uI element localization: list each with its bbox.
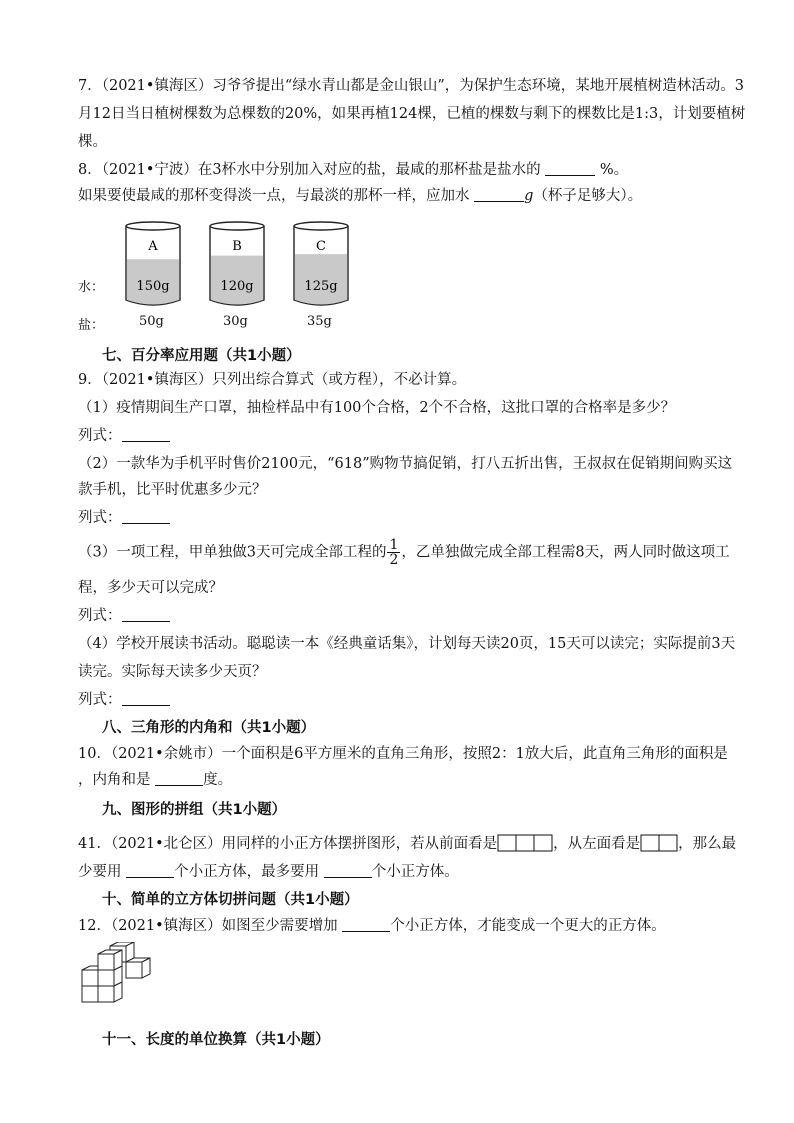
section-10-title: 十、简单的立方体切拼问题（共1小题） [102,892,359,908]
formula3-blank[interactable] [122,606,170,622]
cup-letter: B [232,239,242,254]
front-view-three-squares-icon [497,834,553,852]
q7-line3: 棵。 [78,134,107,150]
cups-figure [78,214,378,334]
q11-line2 [78,862,459,882]
q9-formula3 [78,606,170,626]
q8-text-d: （杯子足够大）。 [533,188,643,204]
section-11-title: 十一、长度的单位换算（共1小题） [102,1032,330,1048]
cup-water-amount: 150g [136,279,170,294]
q9-part4b: 读完。实际每天读多少天页？ [78,664,267,680]
q9-part2b: 款手机，比平时优惠多少元？ [78,482,267,498]
q9-part3a [78,538,730,567]
q10-text-b: 度。 [203,772,233,788]
q9-formula4 [78,690,170,710]
q8-blank-water[interactable] [474,186,524,202]
q11-text-c: ，那么最 [678,836,737,852]
q9-part3-text-a: （3）一项工程，甲单独做3天可完成全部工程的 [78,544,387,561]
q9-part3c: 程，多少天可以完成？ [78,580,223,596]
q9-part1: （1）疫情期间生产口罩，抽检样品中有100个合格，2个不合格，这批口罩的合格率是多少？ [78,400,676,416]
q9-intro: 9．（2021•镇海区）只列出综合算式（或方程），不必计算。 [78,372,467,388]
q12-text-a: 12．（2021•镇海区）如图至少需要增加 [78,918,338,934]
q8-line2 [78,186,642,206]
q10-line1: 10．（2021•余姚市）一个面积是6平方厘米的直角三角形，按照2：1放大后，此直角三角形的面积是 [78,746,728,762]
section-8-title: 八、三角形的内角和（共1小题） [102,720,316,736]
cup-water-amount: 125g [304,279,338,294]
formula1-blank[interactable] [122,426,170,442]
cup-letter: C [316,239,326,254]
q11-text-e: 个小正方体，最多要用 [174,864,320,880]
q11-text-b: ，从左面看是 [553,836,641,852]
cup-letter: A [148,239,158,254]
water-label: 水： [78,280,105,295]
q11-line1 [78,834,736,854]
q8-unit: g [524,188,534,204]
q8-line1 [78,160,628,180]
q8-text-b: %。 [599,162,629,178]
formula-label: 列式： [78,428,122,444]
q10-text-a: ，内角和是 [78,772,151,788]
section-7-title: 七、百分率应用题（共1小题） [102,348,301,364]
fraction-numerator: 1 [389,537,399,553]
q9-formula2 [78,508,170,528]
q12-blank[interactable] [342,916,390,932]
q9-formula1 [78,426,170,446]
q11-text-a: 41．（2021•北仑区）用同样的小正方体摆拼图形，若从前面看是 [78,836,498,852]
cup-salt-amount: 30g [223,314,248,329]
fraction-one-half [387,538,400,567]
q12-line1 [78,916,666,936]
q12-text-b: 个小正方体，才能变成一个更大的正方体。 [390,918,666,934]
q11-text-d: 少要用 [78,864,122,880]
q9-part2a: （2）一款华为手机平时售价2100元，“618”购物节搞促销，打八五折出售，王叔叔在促销期间购买这 [78,456,733,472]
cube-stack-figure [78,942,158,1012]
q10-blank-angle[interactable] [155,770,203,786]
cups-svg [78,214,378,314]
q9-part3-text-b: ，乙单独做完成全部工程需8天，两人同时做这项工 [401,544,730,561]
q10-line2 [78,770,232,790]
formula-label: 列式： [78,608,122,624]
formula2-blank[interactable] [122,508,170,524]
q9-part4a: （4）学校开展读书活动。聪聪读一本《经典童话集》，计划每天读20页，15天可以读完；实际提前3天 [78,636,736,652]
cup-salt-amount: 50g [139,314,164,329]
q11-blank-min[interactable] [126,862,174,878]
cup-c [294,222,348,305]
formula4-blank[interactable] [122,690,170,706]
q7-line1: 7．（2021•镇海区）习爷爷提出“绿水青山都是金山银山”，为保护生态环境，某地开展植树造林活动。3 [78,78,744,94]
salt-label: 盐： [78,318,105,333]
cup-salt-amount: 35g [307,314,332,329]
q7-line2: 月12日当日植树棵数为总棵数的20%，如果再植124棵，已植的棵数与剩下的棵数比是1:3，计划要植树 [78,106,746,122]
q8-text-c: 如果要使最咸的那杯变得淡一点，与最淡的那杯一样，应加水 [78,188,470,204]
q11-text-f: 个小正方体。 [371,864,459,880]
q11-blank-max[interactable] [324,862,372,878]
q8-blank-percent[interactable] [545,160,595,176]
left-view-two-squares-icon [640,834,678,852]
section-9-title: 九、图形的拼组（共1小题） [102,802,287,818]
q8-text-a: 8．（2021•宁波）在3杯水中分别加入对应的盐，最咸的那杯盐是盐水的 [78,162,541,178]
cup-water-amount: 120g [220,279,254,294]
formula-label: 列式： [78,692,122,708]
cup-b [210,222,264,305]
fraction-denominator: 2 [389,552,399,568]
cup-a [126,222,180,305]
formula-label: 列式： [78,510,122,526]
